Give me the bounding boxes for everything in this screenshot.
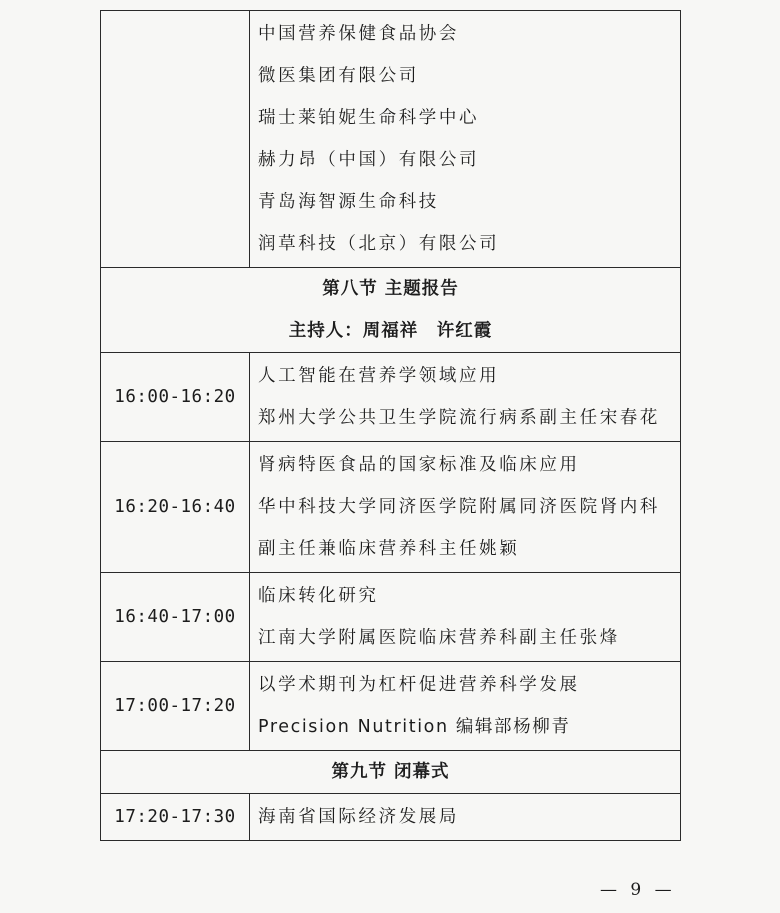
sponsor-org: 赫力昂（中国）有限公司 xyxy=(258,150,480,170)
table-row xyxy=(101,662,681,751)
sponsor-list xyxy=(250,11,681,268)
time-cell: 16:40-17:00 xyxy=(101,573,250,662)
section-header-row xyxy=(101,268,681,353)
page-number: — 9 — xyxy=(600,880,676,900)
section-title: 第八节 主题报告 xyxy=(322,279,459,299)
talk-topic: 肾病特医食品的国家标准及临床应用 xyxy=(258,455,580,475)
table-row xyxy=(101,573,681,662)
talk-topic: 以学术期刊为杠杆促进营养科学发展 xyxy=(258,675,580,695)
talk-speaker: Precision Nutrition 编辑部杨柳青 xyxy=(258,717,571,737)
section-header xyxy=(101,268,681,353)
talk-speaker: 江南大学附属医院临床营养科副主任张烽 xyxy=(258,628,620,648)
sponsor-row xyxy=(101,11,681,268)
talk-topic: 人工智能在营养学领域应用 xyxy=(258,366,500,386)
closing-org: 海南省国际经济发展局 xyxy=(258,807,459,827)
sponsor-org: 青岛海智源生命科技 xyxy=(258,192,439,212)
closing-cell xyxy=(250,794,681,841)
schedule-table xyxy=(100,10,681,841)
time-cell: 16:20-16:40 xyxy=(101,442,250,573)
time-cell: 16:00-16:20 xyxy=(101,353,250,442)
sponsor-org: 润草科技（北京）有限公司 xyxy=(258,234,500,254)
talk-speaker: 郑州大学公共卫生学院流行病系副主任宋春花 xyxy=(258,408,660,428)
talk-cell xyxy=(250,662,681,751)
table-row xyxy=(101,442,681,573)
section-header-row xyxy=(101,751,681,794)
talk-cell xyxy=(250,442,681,573)
section-header xyxy=(101,751,681,794)
time-cell: 17:20-17:30 xyxy=(101,794,250,841)
section-host: 主持人：周福祥 许红霞 xyxy=(288,321,493,341)
table-row xyxy=(101,794,681,841)
sponsor-org: 瑞士莱铂妮生命科学中心 xyxy=(258,108,480,128)
talk-cell xyxy=(250,353,681,442)
section-title: 第九节 闭幕式 xyxy=(331,762,450,782)
talk-cell xyxy=(250,573,681,662)
table-row xyxy=(101,353,681,442)
time-cell: 17:00-17:20 xyxy=(101,662,250,751)
talk-topic: 临床转化研究 xyxy=(258,586,379,606)
sponsor-org: 中国营养保健食品协会 xyxy=(258,24,459,44)
sponsor-org: 微医集团有限公司 xyxy=(258,66,419,86)
time-cell-empty xyxy=(101,11,250,268)
talk-speaker: 华中科技大学同济医学院附属同济医院肾内科副主任兼临床营养科主任姚颖 xyxy=(258,497,660,559)
